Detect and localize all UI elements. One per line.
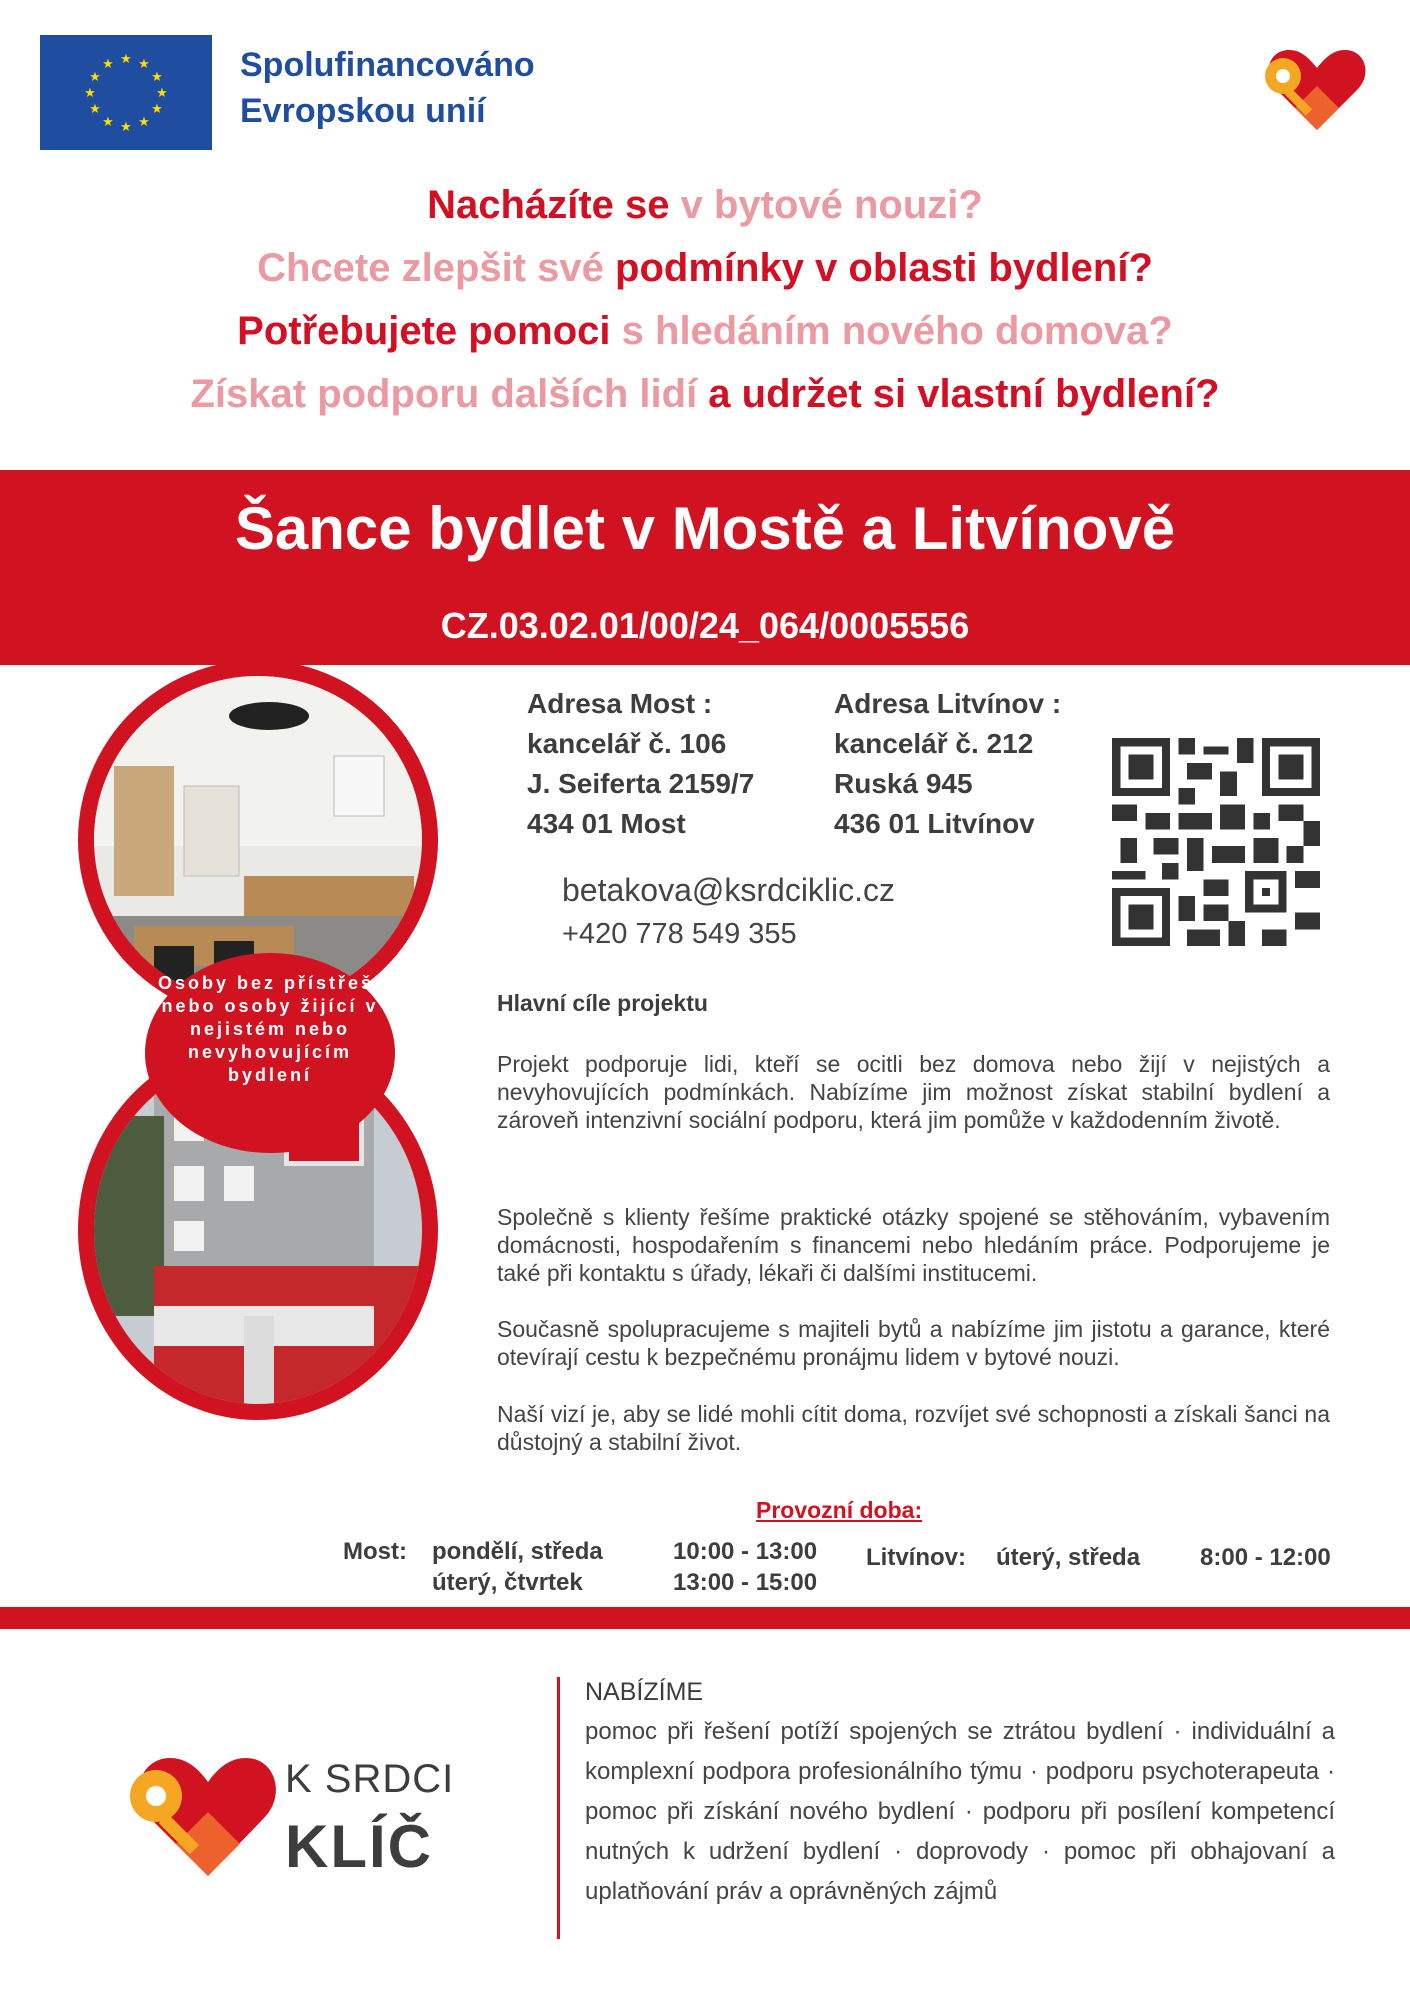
address-litvinov-line-3: 436 01 Litvínov — [834, 808, 1035, 839]
hours-most-time-2: 13:00 - 15:00 — [673, 1569, 818, 1596]
hours-litvinov-time: 8:00 - 12:00 — [1200, 1544, 1331, 1571]
question-2 — [0, 246, 1410, 291]
question-3-part-b: s hledáním nového domova? — [610, 309, 1173, 353]
project-code: CZ.03.02.01/00/24_064/0005556 — [440, 605, 970, 646]
hours-most-label: Most: — [343, 1538, 407, 1565]
qr-code-icon[interactable] — [1112, 738, 1320, 946]
opening-hours-heading: Provozní doba: — [756, 1497, 923, 1523]
hours-most-times — [673, 1536, 817, 1598]
hours-most-days — [432, 1536, 603, 1598]
goals-paragraph-4: Naší vizí je, aby se lidé mohli cítit doma, rozvíjet své schopnosti a získali šanci na důstojný a stabilní život. — [497, 1401, 1330, 1455]
heart-key-logo-icon — [118, 1738, 283, 1883]
eu-cofinancing-text — [240, 42, 535, 134]
offer-heading: NABÍZÍME — [585, 1678, 704, 1706]
target-group-text: Osoby bez přístřeší nebo osoby žijící v nejistém nebo nevyhovujícím bydlení — [157, 973, 383, 1085]
question-3 — [0, 309, 1410, 354]
footer-brand-line-2: KLÍČ — [285, 1813, 433, 1880]
goals-paragraph-2: Společně s klienty řešíme praktické otázky spojené se stěhováním, vybavením domácnosti, hospodařením s financemi nebo hledáním práce. Podporujeme je také při kontaktu s úřady, lékaři či dalšími institucemi. — [497, 1204, 1330, 1286]
question-2-part-a: Chcete zlepšit své — [257, 246, 616, 290]
hours-litvinov-days: úterý, středa — [996, 1544, 1141, 1571]
heart-key-logo-icon — [1255, 38, 1375, 138]
question-2-part-b: podmínky v oblasti bydlení? — [615, 246, 1153, 290]
project-title: Šance bydlet v Mostě a Litvínově — [234, 495, 1176, 562]
svg-text:★: ★ — [151, 102, 163, 117]
svg-text:★: ★ — [120, 52, 132, 67]
question-1 — [0, 183, 1410, 228]
svg-text:★: ★ — [102, 115, 114, 130]
question-3-part-a: Potřebujete pomoci — [237, 309, 611, 353]
svg-text:★: ★ — [89, 102, 101, 117]
hours-most-days-1: pondělí, středa — [432, 1538, 603, 1565]
question-1-part-b: v bytové nouzi? — [669, 183, 983, 227]
hours-most-time-1: 10:00 - 13:00 — [673, 1538, 818, 1565]
goals-paragraph-3: Současně spolupracujeme s majiteli bytů a nabízíme jim jistotu a garance, které otevírají cestu k bezpečnému pronájmu lidem v bytové nouzi. — [497, 1316, 1330, 1370]
section-divider — [0, 1607, 1410, 1629]
address-most-line-3: 434 01 Most — [527, 808, 686, 839]
question-4 — [0, 372, 1410, 417]
address-litvinov-line-1: kancelář č. 212 — [834, 728, 1034, 759]
contact-email[interactable]: betakova@ksrdciklic.cz — [562, 872, 896, 908]
svg-text:★: ★ — [138, 57, 150, 72]
question-4-part-b: a udržet si vlastní bydlení? — [697, 372, 1220, 416]
svg-text:★: ★ — [151, 70, 163, 85]
address-litvinov-title: Adresa Litvínov : — [834, 688, 1062, 719]
svg-text:★: ★ — [156, 86, 168, 101]
goals-heading: Hlavní cíle projektu — [497, 990, 708, 1016]
svg-text:★: ★ — [102, 57, 114, 72]
question-4-part-a: Získat podporu dalších lidí — [190, 372, 698, 416]
address-most-line-2: J. Seiferta 2159/7 — [527, 768, 755, 799]
svg-text:★: ★ — [84, 86, 96, 101]
address-most-title: Adresa Most : — [527, 688, 713, 719]
svg-text:★: ★ — [89, 70, 101, 85]
address-most-line-1: kancelář č. 106 — [527, 728, 727, 759]
svg-text:★: ★ — [138, 115, 150, 130]
hours-most-days-2: úterý, čtvrtek — [432, 1569, 583, 1596]
contact-phone[interactable]: +420 778 549 355 — [562, 918, 797, 950]
svg-text:★: ★ — [120, 120, 132, 135]
footer-divider — [557, 1677, 560, 1939]
offer-text: pomoc při řešení potíží spojených se ztrátou bydlení · individuální a komplexní podpora profesionálního týmu · podporu psychoterapeuta · pomoc při získání nového bydlení · podporu při posílení kompetencí nutných k udržení bydlení · doprovody · pomoc při obhajovaní a uplatňování práv a oprávněných zájmů — [585, 1718, 1335, 1905]
eu-line-2: Evropskou unií — [240, 92, 486, 130]
eu-line-1: Spolufinancováno — [240, 46, 535, 84]
address-litvinov-line-2: Ruská 945 — [834, 768, 973, 799]
hours-litvinov-label: Litvínov: — [866, 1544, 966, 1571]
footer-brand-line-1: K SRDCI — [285, 1757, 455, 1801]
address-litvinov — [834, 684, 1061, 844]
question-1-part-a: Nacházíte se — [427, 183, 670, 227]
eu-flag-icon — [40, 35, 212, 150]
address-most — [527, 684, 754, 844]
goals-paragraph-1: Projekt podporuje lidi, kteří se ocitli bez domova nebo žijí v nejistých a nevyhovujících podmínkách. Nabízíme jim možnost získat stabilní bydlení a zároveň intenzivní sociální podporu, která jim pomůže v každodenním životě. — [497, 1051, 1330, 1133]
